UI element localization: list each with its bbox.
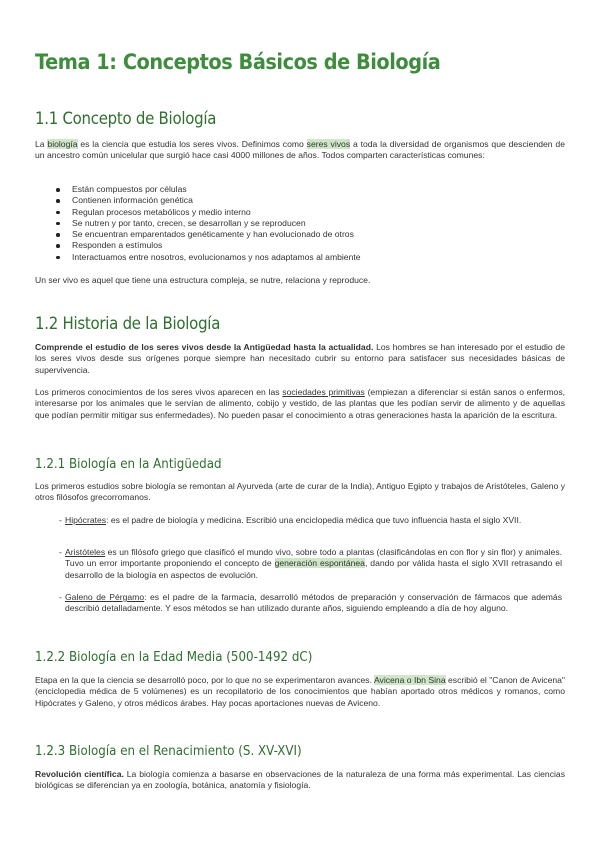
list-item: Se encuentran emparentados genéticamente y han evolucionado de otros <box>35 229 535 240</box>
subsection-heading-renacimiento: 1.2.3 Biología en el Renacimiento (S. XV-XVI) <box>35 743 302 759</box>
highlight-avicena: Avicena o Ibn Sina <box>373 675 446 685</box>
dash-item-aristoteles: - Aristóteles es un filósofo griego que clasificó el mundo vivo, sobre todo a plantas (clasificándolas en con flor y sin flor) y animales. Tuvo un error importante proponiendo el concepto de generación espontánea, dando por válida hasta el siglo XVII retrasando el desarrollo de la biología en aspectos de evolución. <box>59 547 562 580</box>
paragraph-ser-vivo: Un ser vivo es aquel que tiene una estructura compleja, se nutre, relaciona y reproduce. <box>35 275 371 285</box>
highlight-generacion: generación espontánea <box>274 558 365 569</box>
dash-item-galeno: - Galeno de Pérgamo: es el padre de la farmacia, desarrolló métodos de preparación y conservación de fármacos que además describió detalladamente. Y esos métodos se han utilizado durante años, siguiendo empleando a día de hoy alguno. <box>59 592 563 614</box>
list-item: Contienen información genética <box>35 195 535 206</box>
paragraph-renacimiento: Revolución científica. La biología comienza a basarse en observaciones de la naturaleza de una forma más experimental. Las ciencias biológicas se diferencian ya en zoología, botánica, anatomía y fisiología. <box>35 769 565 791</box>
paragraph-sociedades: Los primeros conocimientos de los seres vivos aparecen en las sociedades primitivas (empiezan a diferenciar si están sanos o enfermos, interesarse por los animales que le servían de alimento, cobijo y vestido, de las plantas que les podían servir de alimento y de aquellas que podían permitir mitigar sus enfermedades). No pueden pasar el conocimiento a otras generaciones hasta la aparición de la escritura. <box>35 387 566 420</box>
list-item: Regulan procesos metabólicos y medio interno <box>35 207 535 218</box>
list-item: Están compuestos por células <box>35 184 535 195</box>
subsection-heading-antiguedad: 1.2.1 Biología en la Antigüedad <box>35 456 222 472</box>
paragraph-historia-intro: Comprende el estudio de los seres vivos desde la Antigüedad hasta la actualidad. Los hombres se han interesado por el estudio de los seres vivos desde sus orígenes porque siempre han necesitado cubrir su entorno para satisfacer sus necesidades básicas de supervivencia. <box>35 342 565 375</box>
paragraph-concepto: La biología es la ciencia que estudia los seres vivos. Definimos como seres vivos a toda la diversidad de organismos que descienden de un ancestro común unicelular que surgió hace casi 4000 millones de años. Todos comparten características comunes: <box>35 139 565 161</box>
paragraph-antiguedad: Los primeros estudios sobre biología se remontan al Ayurveda (arte de curar de la India), Antiguo Egipto y trabajos de Aristóteles, Galeno y otros filósofos grecorromanos. <box>35 481 565 503</box>
highlight-seres-vivos: seres vivos <box>306 139 351 149</box>
document-title: Tema 1: Conceptos Básicos de Biología <box>35 50 441 74</box>
list-item: Se nutren y por tanto, crecen, se desarrollan y se reproducen <box>35 218 535 229</box>
list-item: Interactuamos entre nosotros, evolucionamos y nos adaptamos al ambiente <box>35 252 535 263</box>
section-heading-historia: 1.2 Historia de la Biología <box>35 314 221 334</box>
underline-sociedades: sociedades primitivas <box>282 387 365 397</box>
paragraph-edad-media: Etapa en la que la ciencia se desarrolló poco, por lo que no se experimentaron avances. Avicena o Ibn Sina escribió el "Canon de Avicena" (enciclopedia médica de 5 volúmenes) es un recopilatorio de los conocimientos que habían aportado otros médicos y romanos, como Hipócrates y Galeno, y otros médicos árabes. Hay pocas aportaciones nuevas de Aviceno. <box>35 675 565 708</box>
dash-item-hipocrates: - Hipócrates: es el padre de biología y medicina. Escribió una enciclopedia médica que tuvo influencia hasta el siglo XVII. <box>59 515 522 525</box>
subsection-heading-edad-media: 1.2.2 Biología en la Edad Media (500-1492 dC) <box>35 649 313 665</box>
list-item: Responden a estímulos <box>35 240 535 251</box>
characteristics-list <box>35 184 535 263</box>
highlight-biologia: biología <box>47 139 78 149</box>
section-heading-concepto: 1.1 Concepto de Biología <box>35 109 217 129</box>
